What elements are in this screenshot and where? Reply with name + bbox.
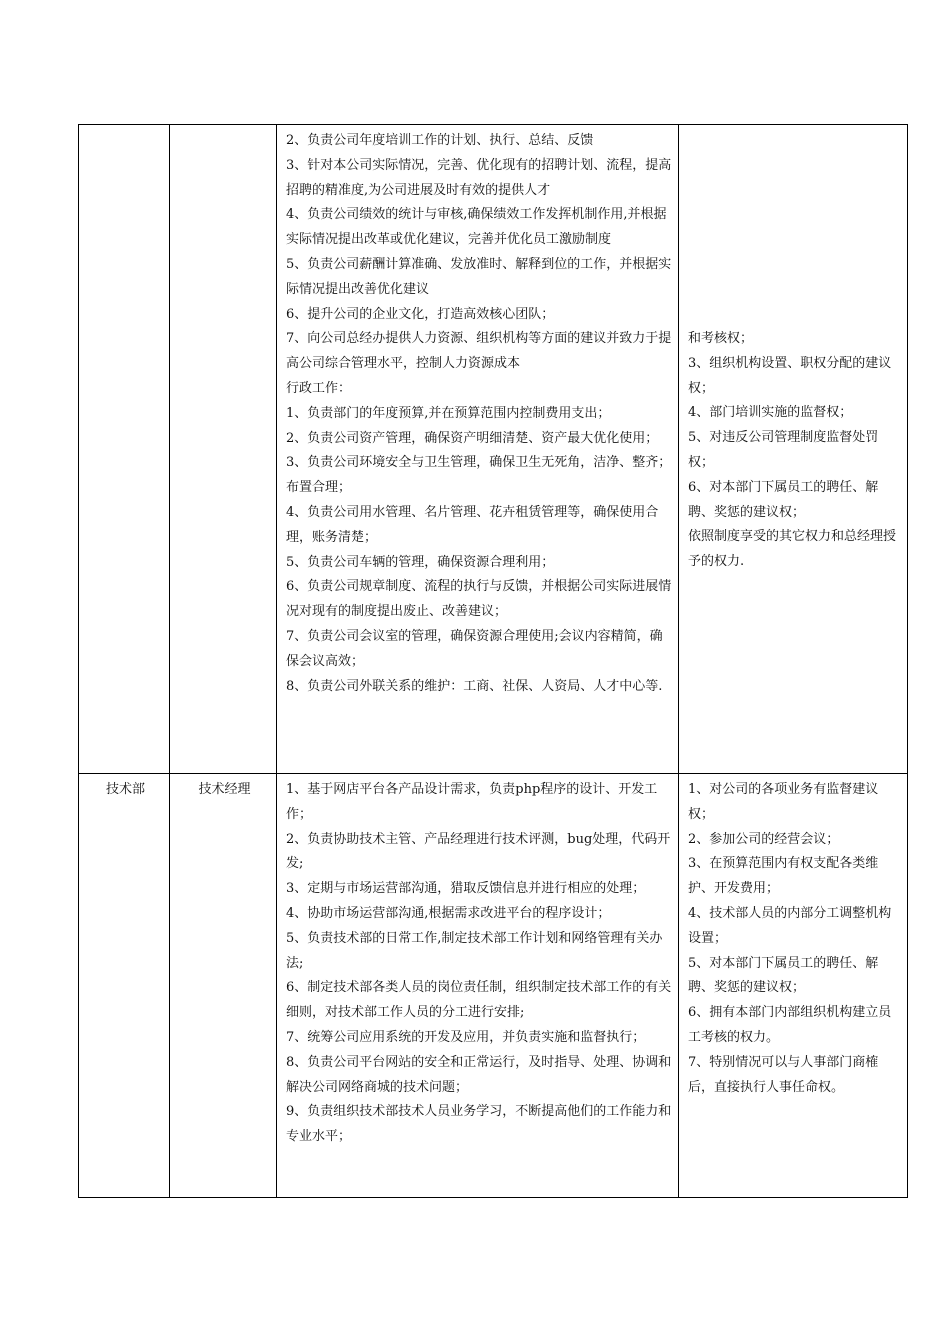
duty-item: 1、基于网店平台各产品设计需求，负责php程序的设计、开发工作； (286, 782, 658, 822)
duty-item: 6、制定技术部各类人员的岗位责任制，组织制定技术部工作的有关细则，对技术部工作人员的分工进行安排; (286, 980, 672, 1021)
department-cell: 技术部 (79, 774, 170, 1198)
authority-item: 3、在预算范围内有权支配各类维护、开发费用； (688, 856, 879, 897)
authority-item: 5、对本部门下属员工的聘任、解聘、奖惩的建议权； (688, 955, 879, 996)
authority-item: 4、技术部人员的内部分工调整机构设置； (688, 905, 892, 946)
duty-item: 5、负责公司车辆的管理，确保资源合理利用； (286, 554, 555, 570)
duty-item: 7、负责公司会议室的管理，确保资源合理使用;会议内容精简，确保会议高效； (286, 628, 663, 669)
duty-item: 2、负责协助技术主管、产品经理进行技术评测，bug处理，代码开发; (286, 831, 671, 872)
duty-item: 3、针对本公司实际情况，完善、优化现有的招聘计划、流程，提高招聘的精准度,为公司进展及时有效的提供人才 (286, 157, 672, 198)
duty-item: 6、提升公司的企业文化，打造高效核心团队； (286, 306, 555, 322)
table-row (79, 774, 908, 1198)
duty-item: 4、负责公司绩效的统计与审核,确保绩效工作发挥机制作用,并根据实际情况提出改革或优化建议，完善并优化员工激励制度 (286, 207, 667, 248)
duty-item: 2、负责公司资产管理，确保资产明细清楚、资产最大优化使用； (286, 430, 659, 446)
duty-item: 4、负责公司用水管理、名片管理、花卉租赁管理等，确保使用合理，账务清楚； (286, 504, 659, 545)
authority-item: 和考核权； (688, 331, 754, 346)
department-cell (79, 125, 170, 774)
duty-item: 5、负责公司薪酬计算准确、发放准时、解释到位的工作，并根据实际情况提出改善优化建议 (286, 256, 672, 297)
duty-item: 4、协助市场运营部沟通,根据需求改进平台的程序设计； (286, 905, 611, 921)
duties-cell (277, 774, 679, 1198)
authorities-cell (679, 774, 908, 1198)
authority-item: 2、参加公司的经营会议； (688, 831, 840, 847)
authority-item: 1、对公司的各项业务有监督建议权； (688, 782, 879, 822)
duty-item: 3、负责公司环境安全与卫生管理，确保卫生无死角，洁净、整齐；布置合理； (286, 455, 672, 496)
authority-item: 7、特别情况可以与人事部门商榷后，直接执行人事任命权。 (688, 1054, 879, 1095)
authority-item: 6、拥有本部门内部组织机构建立员工考核的权力。 (688, 1005, 892, 1045)
duty-item: 7、统筹公司应用系统的开发及应用，并负责实施和监督执行； (286, 1029, 646, 1045)
authorities-spacer (688, 129, 901, 327)
authority-item: 4、部门培训实施的监督权； (688, 405, 853, 421)
authority-item: 5、对违反公司管理制度监督处罚权； (688, 430, 879, 470)
authorities-cell (679, 125, 908, 774)
duty-item: 3、定期与市场运营部沟通，猎取反馈信息并进行相应的处理； (286, 881, 646, 897)
authority-item: 3、组织机构设置、职权分配的建议权； (688, 355, 892, 396)
duty-item: 2、负责公司年度培训工作的计划、执行、总结、反馈 (286, 133, 594, 148)
duty-item: 9、负责组织技术部技术人员业务学习，不断提高他们的工作能力和专业水平； (286, 1104, 672, 1145)
responsibility-table (78, 124, 908, 1198)
duty-item: 5、负责技术部的日常工作,制定技术部工作计划和网络管理有关办法; (286, 930, 663, 971)
authority-item: 依照制度享受的其它权力和总经理授予的权力. (688, 529, 897, 570)
duty-item: 6、负责公司规章制度、流程的执行与反馈，并根据公司实际进展情况对现有的制度提出废止、改善建议； (286, 579, 672, 620)
duty-item: 8、负责公司外联关系的维护：工商、社保、人资局、人才中心等. (286, 678, 663, 694)
duties-cell (277, 125, 679, 774)
position-cell (170, 125, 277, 774)
duty-item: 7、向公司总经办提供人力资源、组织机构等方面的建议并致力于提高公司综合管理水平，控制人力资源成本 (286, 331, 672, 372)
duty-section-heading: 行政工作： (286, 380, 352, 396)
authority-item: 6、对本部门下属员工的聘任、解聘、奖惩的建议权； (688, 479, 879, 520)
duty-item: 1、负责部门的年度预算,并在预算范围内控制费用支出； (286, 405, 611, 421)
table-row (79, 125, 908, 774)
position-cell: 技术经理 (170, 774, 277, 1198)
duty-item: 8、负责公司平台网站的安全和正常运行，及时指导、处理、协调和解决公司网络商城的技术问题； (286, 1054, 672, 1095)
